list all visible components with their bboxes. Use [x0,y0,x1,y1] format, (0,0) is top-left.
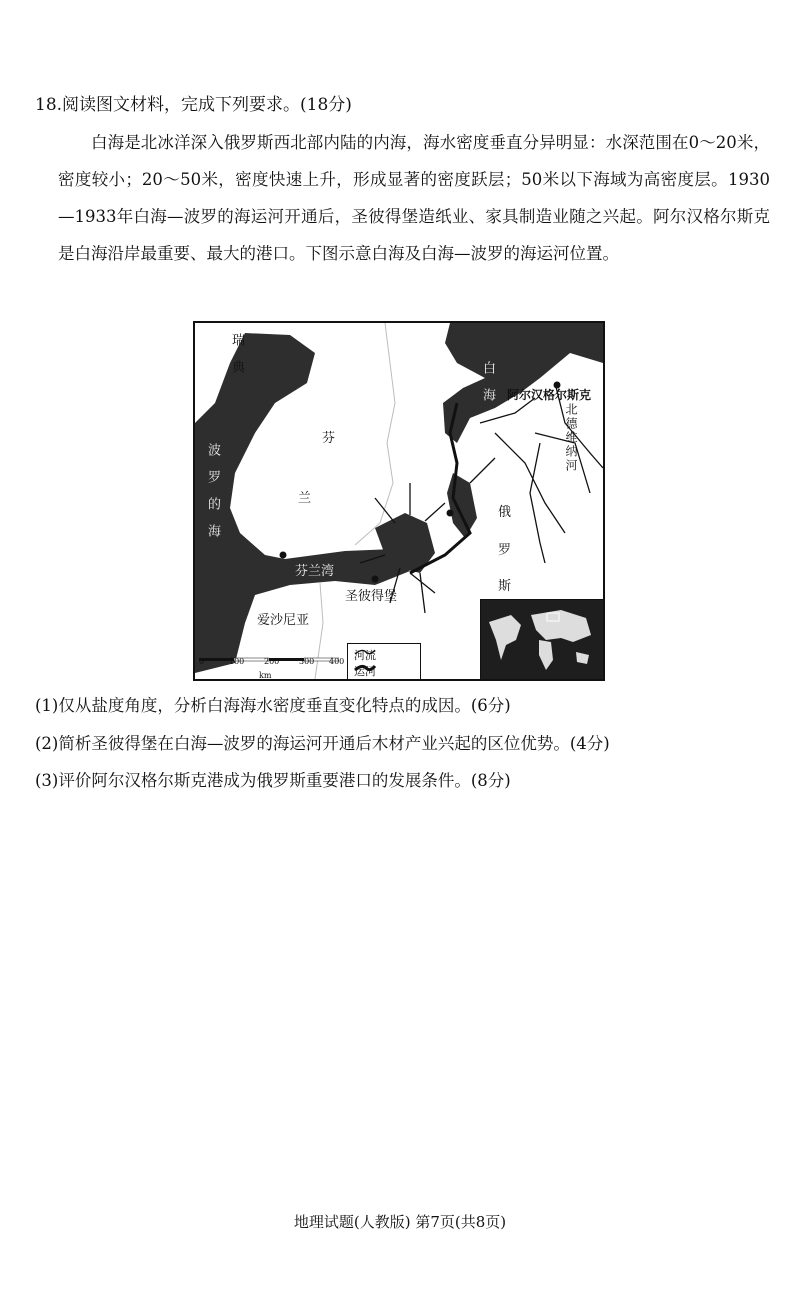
scale-tick-100: 100 [229,657,245,666]
label-st-petersburg: 圣彼得堡 [345,589,398,604]
scale-unit: km [259,671,272,680]
label-white-sea: 白海 [480,361,495,415]
page-footer: 地理试题(人教版) 第7页(共8页) [293,1213,507,1231]
scale-bar [199,657,345,680]
map-legend [347,643,421,681]
world-map-icon [481,600,603,680]
sub-question-2: (2)简析圣彼得堡在白海—波罗的海运河开通后木材产业兴起的区位优势。(4分) [35,734,610,753]
city-dot-petrozavodsk [447,510,454,517]
label-sweden: 瑞典 [229,333,244,387]
sub-question-1: (1)仅从盐度角度，分析白海海水密度垂直变化特点的成因。(6分) [35,696,511,715]
scale-tick-0: 0 [199,657,205,666]
question-title: 18.阅读图文材料，完成下列要求。(18分) [35,95,352,115]
scale-tick-400: 400 [329,657,345,666]
river-line-icon [354,647,376,657]
world-inset-map [480,599,604,681]
question-paragraph: 白海是北冰洋深入俄罗斯西北部内陆的内海，海水密度垂直分异明显：水深范围在0～20米，密度较小；20～50米，密度快速上升，形成显著的密度跃层；50米以下海域为高密度层。1930—1933年白海—波罗的海运河开通后，圣彼得堡造纸业、家具制造业随之兴起。阿尔汉格尔斯克是白海沿岸最重要、最大的港口。下图示意白海及白海—波罗的海运河位置。 [58,133,770,263]
label-north-dvina: 北德维纳河 [564,403,578,473]
label-finland-fen: 芬 [322,431,336,446]
label-russia-luo: 罗 [498,543,512,558]
label-baltic-sea: 波罗的海 [205,443,220,551]
scale-tick-200: 200 [264,657,280,666]
label-estonia: 爱沙尼亚 [257,613,310,628]
legend-canal-label: 运河 [354,665,376,678]
sub-question-3: (3)评价阿尔汉格尔斯克港成为俄罗斯重要港口的发展条件。(8分) [35,771,511,790]
city-dot-helsinki [280,552,287,559]
legend-canal-row [354,663,376,679]
scale-tick-300: 300 [299,657,315,666]
label-russia-si: 斯 [498,579,512,594]
lake-onega-water [447,473,477,538]
label-arkhangelsk: 阿尔汉格尔斯克 [507,388,592,402]
map-figure [193,321,605,681]
city-dot-st-petersburg [372,576,379,583]
label-russia-e: 俄 [498,505,512,520]
legend-river-row [354,647,376,663]
canal-line-icon [354,663,376,673]
border-finland-russia [355,323,395,545]
label-gulf-finland: 芬兰湾 [295,564,335,579]
label-finland-lan: 兰 [298,491,312,506]
legend-river-label: 河流 [354,649,376,662]
